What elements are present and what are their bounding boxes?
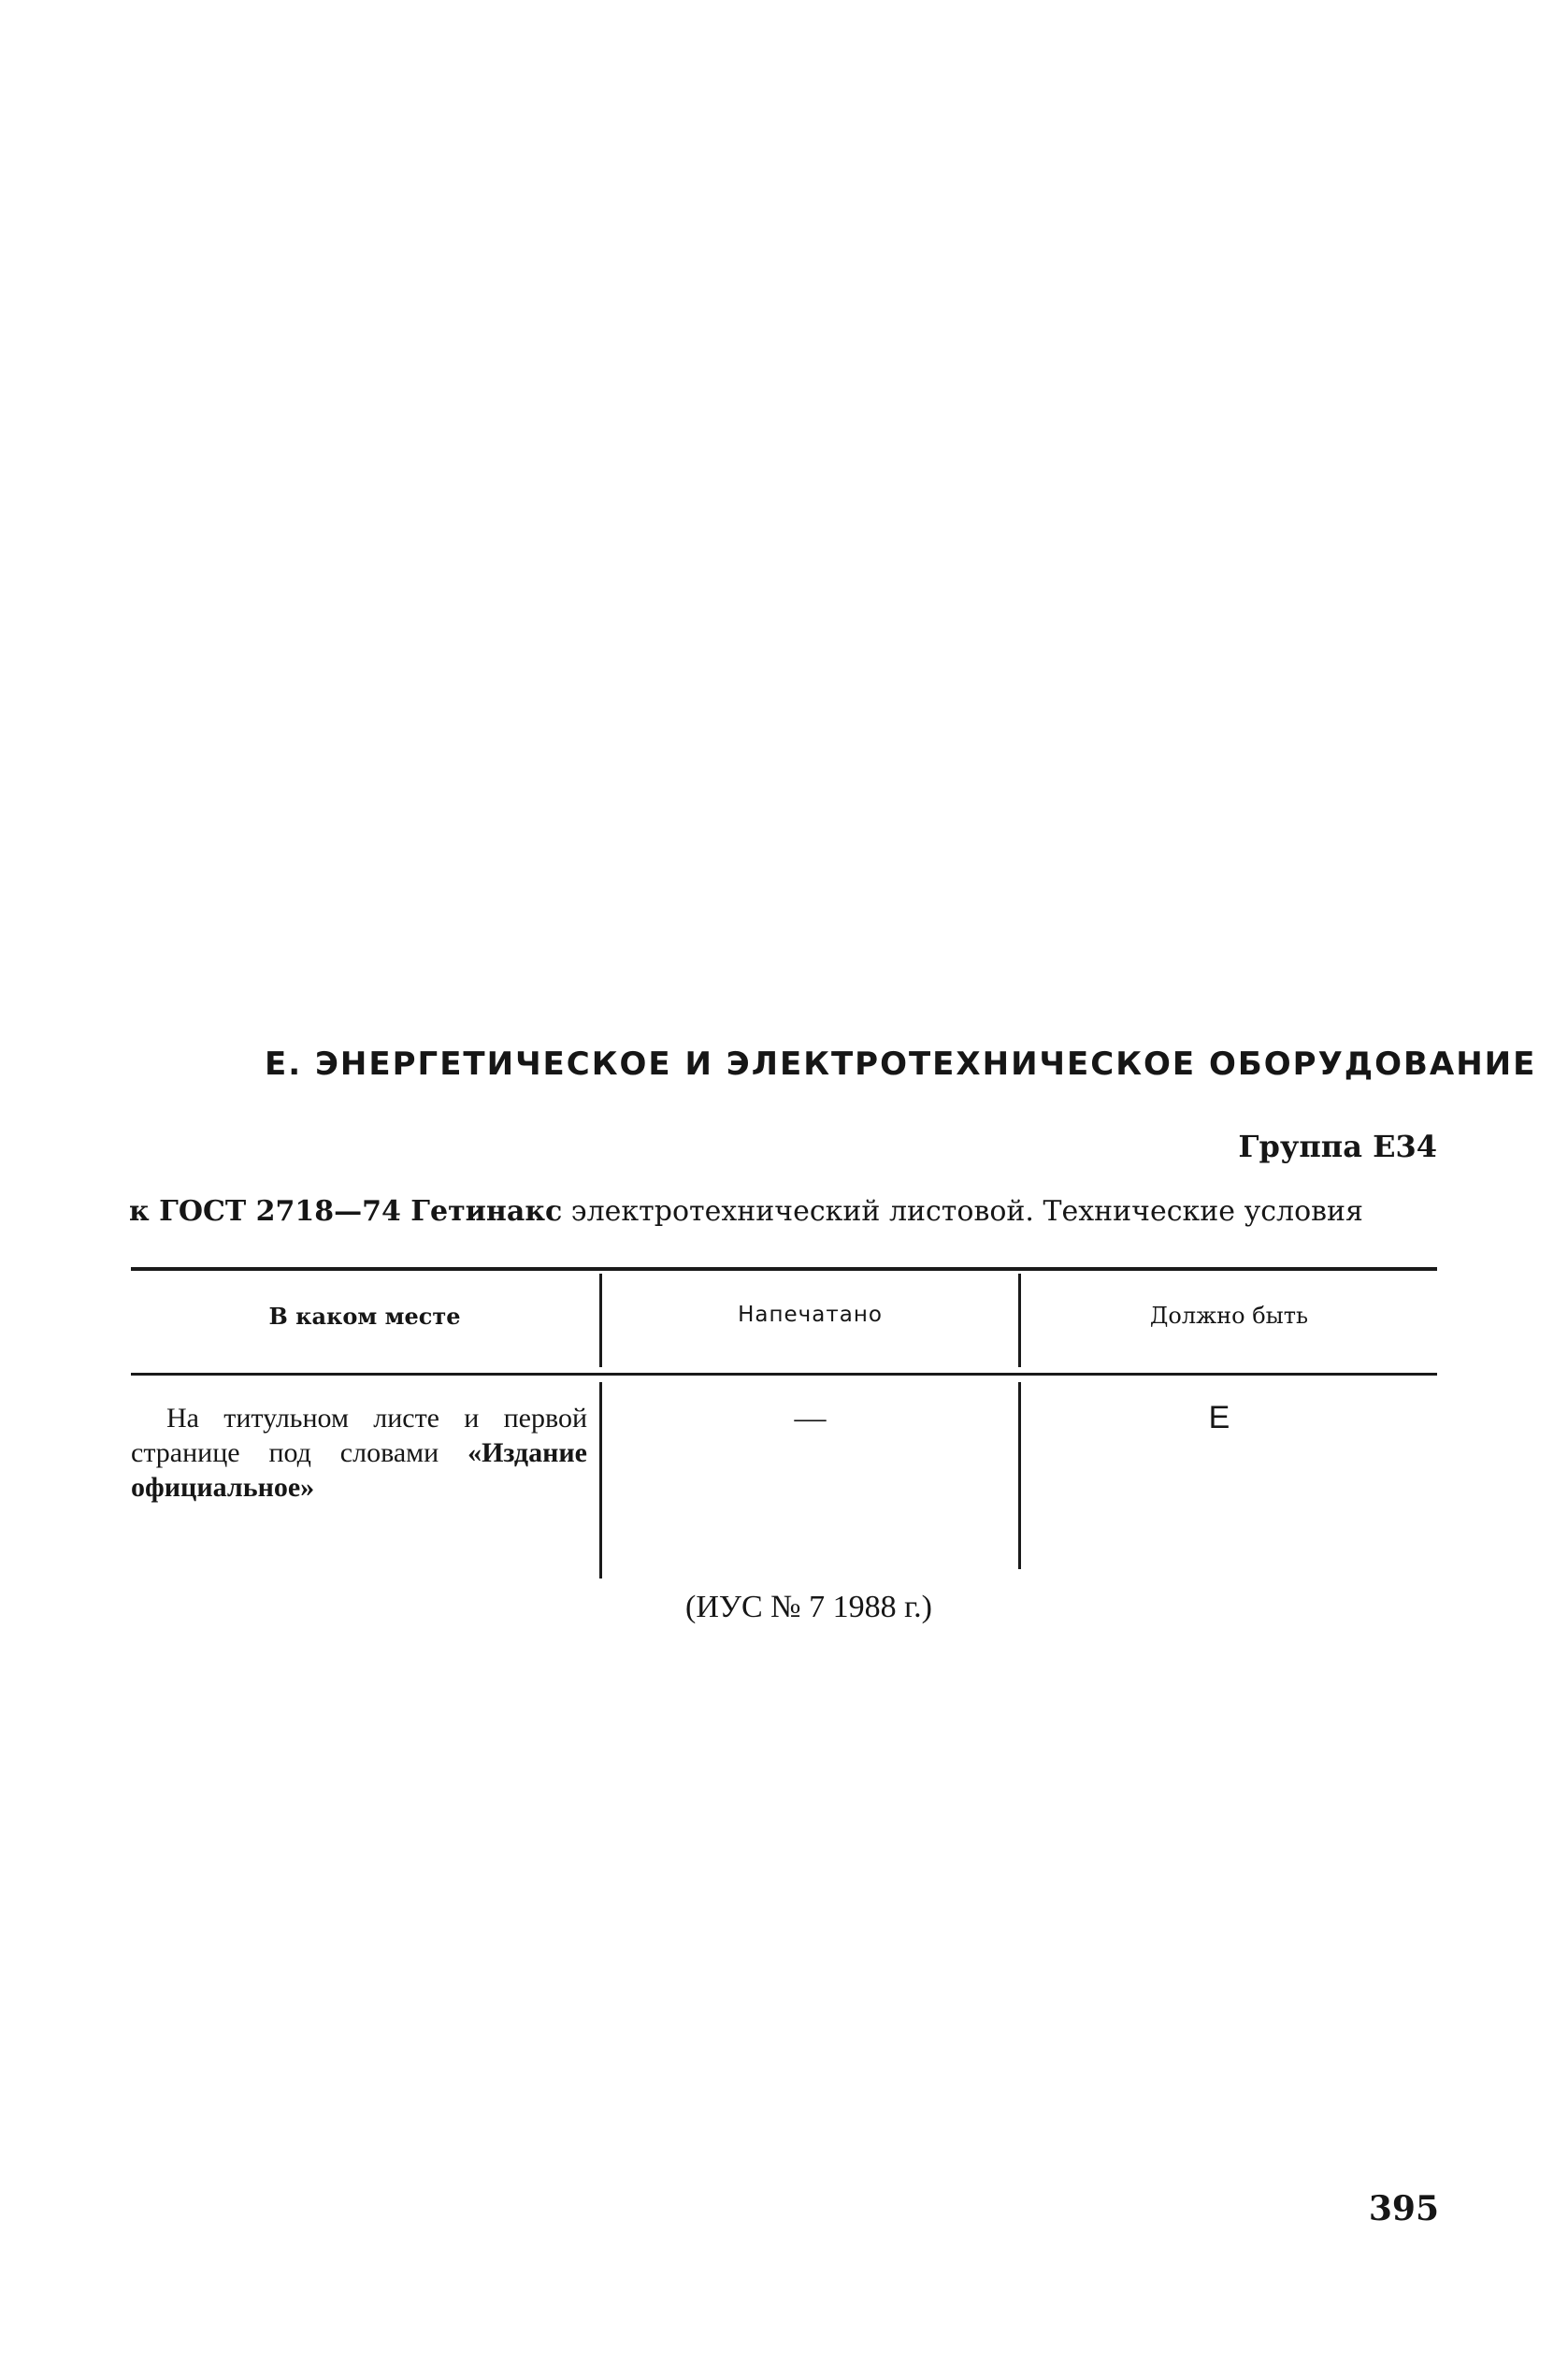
table-header-should-be: Должно быть: [1149, 1303, 1309, 1329]
group-label: Группа Е34: [1238, 1129, 1437, 1164]
amendment-title-lead: к ГОСТ 2718—74 Гетинакс: [129, 1195, 563, 1228]
table-header-rule: [131, 1373, 1437, 1376]
amendment-title: [129, 1195, 1438, 1228]
amendment-title-rest: электротехнический листовой. Технические условия: [562, 1195, 1363, 1228]
source-note: (ИУС № 7 1988 г.): [685, 1590, 932, 1624]
table-top-rule: [131, 1267, 1437, 1271]
page-number: 395: [1368, 2189, 1439, 2228]
table-header-printed: Напечатано: [738, 1303, 883, 1327]
table-cell-place-quote: «Издание официальное»: [131, 1437, 587, 1503]
table-header-divider-2: [1018, 1274, 1021, 1367]
table-cell-place: [131, 1401, 587, 1505]
table-cell-place-text: На титульном листе и первой странице под словами: [131, 1403, 587, 1468]
table-row-divider-2: [1018, 1382, 1021, 1569]
section-heading: Е. ЭНЕРГЕТИЧЕСКОЕ И ЭЛЕКТРОТЕХНИЧЕСКОЕ ОБОРУДОВАНИЕ: [265, 1045, 1537, 1083]
table-cell-printed: —: [794, 1401, 827, 1435]
table-cell-should-be: Е: [1208, 1400, 1230, 1435]
table-header-place: В каком месте: [268, 1303, 461, 1330]
table-row-divider-1: [599, 1382, 602, 1578]
table-header-divider-1: [599, 1274, 602, 1367]
